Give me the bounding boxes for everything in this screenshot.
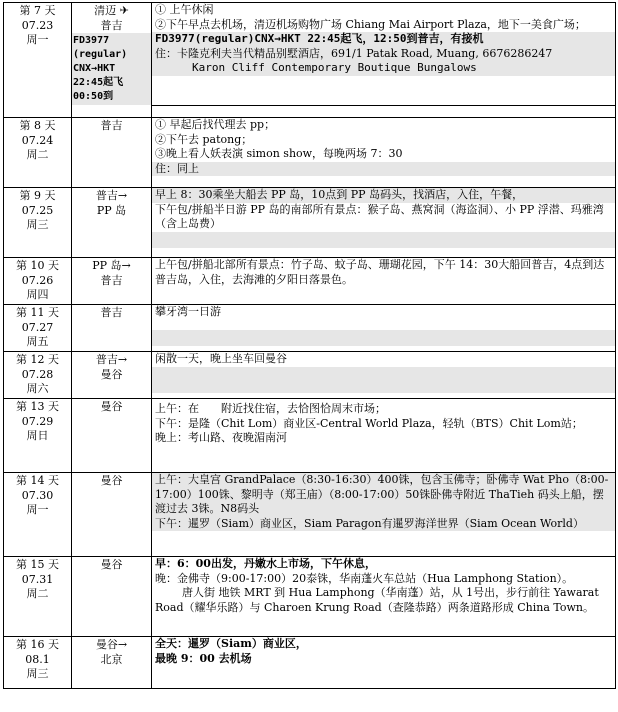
shaded-blank-line [152,330,615,346]
place-label: 普吉 [100,306,123,319]
place-label-2: 曼谷 [100,367,123,381]
activity-cell [152,3,616,106]
place-label: 普吉→ [95,353,128,366]
activity-line: 早：6：00出发，丹嫩水上市场，下午休息， [155,557,376,570]
day-label: 第 12 天 [16,353,59,366]
weekday-label: 周五 [26,335,49,348]
day-label: 第 16 天 [16,638,59,651]
date-label: 07.26 [21,273,54,287]
activity-line: 最晚 9：00 去机场 [155,651,252,665]
date-label: 07.28 [21,367,54,381]
activity-line: ②下午去 patong； [155,132,253,146]
table-row [4,188,616,258]
flight-number: FD3977 [73,35,110,46]
date-label: 08.1 [25,652,50,666]
activity-line: 晚：金佛寺（9:00-17:00）20泰铢，华南蓬火车总站（Hua Lamphong Station）。 [155,571,574,585]
weekday-label: 周一 [26,503,49,516]
date-label: 07.30 [21,488,54,502]
activity-line: 下午包/拼船半日游 PP 岛的南部所有景点：猴子岛、燕窝洞（海盗洞）、小 PP 浮潜、玛雅湾（含上岛费） [155,202,604,230]
place-cell [72,399,152,473]
place-label: 普吉 [100,119,123,132]
activity-line: 下午：暹罗（Siam）商业区，Siam Paragon有暹罗海洋世界（Siam Ocean World） [152,517,615,532]
date-label: 07.23 [21,18,54,32]
airplane-icon: ✈ [119,4,129,17]
hotel-line: 住：卡隆克利夫当代精品别墅酒店，691/1 Patak Road, Muang, 6676286247 [152,47,615,62]
activity-line: 上午包/拼船北部所有景点：竹子岛、蚊子岛、珊瑚花园，下午 14：30大船回普吉，4点到达普吉岛，入住，去海滩的夕阳日落景色。 [155,258,605,286]
place-label: 曼谷 [100,400,123,413]
table-row [4,399,616,473]
place-label: PP 岛→ [92,259,131,272]
date-label: 07.29 [21,414,54,428]
date-label: 07.31 [21,572,54,586]
flight-departure: 22:45起飞 [73,77,124,88]
place-label-2: 普吉 [100,18,123,32]
table-row [4,352,616,399]
activity-line: 上午：在 附近找住宿，去恰图恰周末市场； [155,402,386,415]
table-row [4,3,616,106]
itinerary-table [3,2,616,689]
weekday-label: 周二 [26,587,49,600]
day-label: 第 7 天 [19,4,56,17]
flight-route: CNX→HKT [73,63,116,74]
weekday-label: 周日 [26,429,49,442]
weekday-label: 周六 [26,382,49,395]
day-cell [4,305,72,352]
spacer-cell [152,106,616,118]
day-label: 第 8 天 [19,119,56,132]
place-label-2: 北京 [100,652,123,666]
weekday-label: 周四 [26,288,49,301]
place-cell [72,557,152,637]
place-cell [72,637,152,689]
date-label: 07.27 [21,320,54,334]
date-label: 07.24 [21,133,54,147]
activity-cell [152,473,616,557]
day-cell [4,118,72,188]
table-row [4,118,616,188]
table-row [4,637,616,689]
place-cell [72,305,152,352]
activity-cell [152,118,616,188]
day-cell [4,3,72,118]
place-label-2: 普吉 [100,273,123,287]
activity-cell [152,305,616,352]
activity-line: 早上 8：30乘坐大船去 PP 岛，10点到 PP 岛码头，找酒店，入住，午餐， [152,188,615,203]
activity-line: 闲散一天，晚上坐车回曼谷 [155,352,287,365]
day-cell [4,473,72,557]
shaded-blank-line [152,232,615,248]
weekday-label: 周三 [26,667,49,680]
activity-line: ②下午早点去机场，清迈机场购物广场 Chiang Mai Airport Plaza，地下一美食广场； [155,17,586,31]
hotel-name-line: Karon Cliff Contemporary Boutique Bungalows [152,61,615,76]
activity-cell [152,258,616,305]
place-label: 曼谷 [100,558,123,571]
activity-line: 全天：暹罗（Siam）商业区， [155,637,307,650]
activity-cell [152,188,616,258]
weekday-label: 周二 [26,148,49,161]
activity-cell [152,352,616,399]
table-row [4,557,616,637]
weekday-label: 周一 [26,33,49,46]
activity-line: 下午：是隆（Chit Lom）商业区-Central World Plaza，轻轨（BTS）Chit Lom站； [155,416,583,430]
place-cell [72,3,152,118]
place-cell [72,473,152,557]
day-cell [4,258,72,305]
table-row [4,258,616,305]
day-label: 第 10 天 [16,259,59,272]
day-label: 第 13 天 [16,400,59,413]
shaded-blank-line [152,367,615,393]
activity-cell [152,399,616,473]
place-cell [72,188,152,258]
day-label: 第 11 天 [16,306,59,319]
activity-line: ① 早起后找代理去 pp； [155,118,276,131]
place-label: 普吉→ [95,189,128,202]
day-label: 第 9 天 [19,189,56,202]
day-cell [4,637,72,689]
activity-line: 攀牙湾一日游 [155,305,221,318]
activity-line: ③晚上看人妖表演 simon show，每晚两场 7：30 [155,147,403,160]
hotel-line: 住：同上 [152,162,615,177]
flight-info-line: FD3977(regular)CNX→HKT 22:45起飞，12:50到普吉，有接机 [152,32,615,47]
activity-line: 上午：大皇宫 GrandPalace（8:30-16:30）400铢，包含玉佛寺；卧佛寺 Wat Pho（8:00-17:00）100铢、黎明寺（郑王庙）（8:00-17:00）50铢卧佛寺附近 ThaTieh 码头上船，摆渡过去 3铢。N8码头 [152,473,615,517]
table-row [4,473,616,557]
activity-cell [152,637,616,689]
day-cell [4,188,72,258]
activity-line: 晚上：考山路、夜晚湄南河 [155,431,287,444]
place-cell [72,352,152,399]
weekday-label: 周三 [26,218,49,231]
place-label: 曼谷→ [95,638,128,651]
day-label: 第 15 天 [16,558,59,571]
activity-cell [152,557,616,637]
table-row [4,305,616,352]
day-label: 第 14 天 [16,474,59,487]
activity-line: 唐人街 地铁 MRT 到 Hua Lamphong（华南蓬）站，从 1号出，步行前往 Yawarat Road（耀华乐路）与 Charoen Krung Road（查隆恭路）两条道路形成 China Town。 [155,586,599,614]
day-cell [4,557,72,637]
date-label: 07.25 [21,203,54,217]
flight-box [72,33,151,105]
flight-type: (regular) [73,49,128,60]
place-label: 曼谷 [100,474,123,487]
place-cell [72,258,152,305]
flight-arrival: 00:50到 [73,91,114,102]
day-cell [4,352,72,399]
place-label-2: PP 岛 [96,203,127,217]
activity-line: ① 上午休闲 [155,3,214,16]
place-label: 清迈 ✈ [94,4,129,17]
day-cell [4,399,72,473]
place-cell [72,118,152,188]
